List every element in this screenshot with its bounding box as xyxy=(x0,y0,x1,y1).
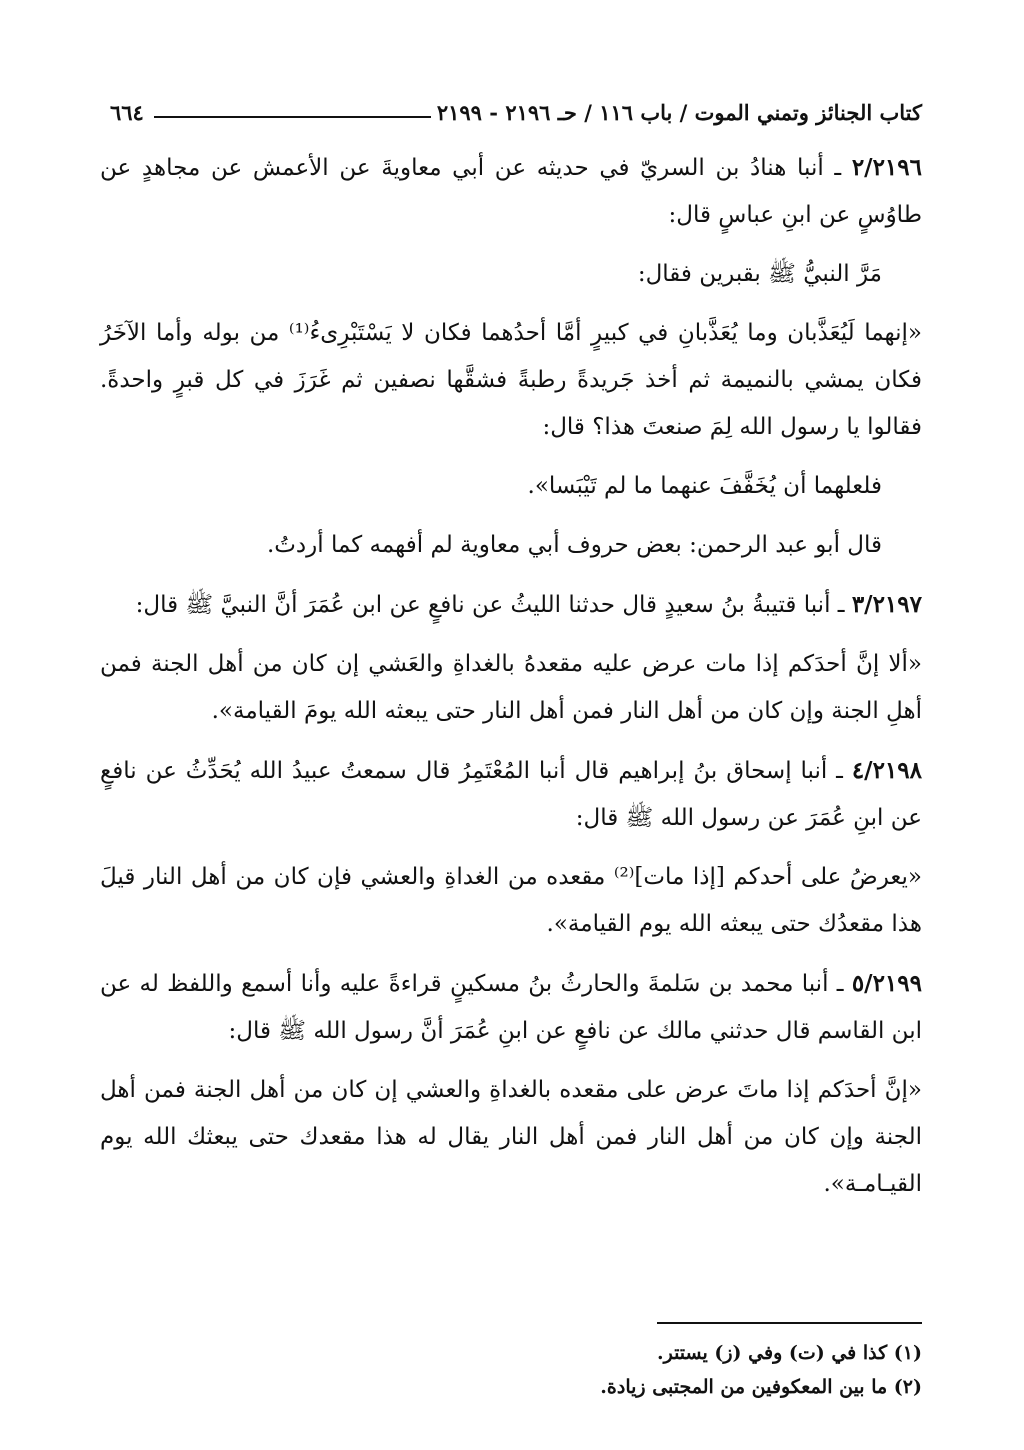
book-page xyxy=(100,92,922,1432)
hadith-2197-chain xyxy=(100,581,922,629)
paragraph-text: قال أبو عبد الرحمن: بعض حروف أبي معاوية لم أفهمه كما أردتُ. xyxy=(266,532,882,558)
header-rule xyxy=(154,116,431,118)
paragraph-text: «ألا إنَّ أحدَكم إذا مات عرض عليه مقعدهُ بالغداةِ والعَشي إن كان من أهل الجنة فمن أهلِ الجنة وإن كان من أهل النار فمن أهل النار حتى يبعثه الله يومَ القيامة». xyxy=(100,651,922,724)
hadith-2198-chain xyxy=(100,747,922,842)
running-title: كتاب الجنائز وتمني الموت / باب ١١٦ / حـ ٢١٩٦ - ٢١٩٩ xyxy=(436,99,922,125)
paragraph-text: ـ أنبا قتيبةُ بنُ سعيدٍ قال حدثنا الليثُ عن نافعٍ عن ابن عُمَرَ أنَّ النبيَّ ﷺ قال: xyxy=(135,592,852,618)
hadith-2196-intro xyxy=(100,251,922,298)
hadith-number: ٤/٢١٩٨ xyxy=(851,757,922,784)
hadith-2199-text xyxy=(100,1067,922,1208)
hadith-2196-ending xyxy=(100,463,922,510)
paragraph-text: «يعرضُ على أحدكم [إذا مات]⁽²⁾ مقعده من الغداةِ والعشي فإن كان من أهل النار قيلَ هذا مقعدُك حتى يبعثه الله يوم القيامة». xyxy=(100,864,923,937)
page-header xyxy=(100,92,922,132)
paragraph-text: «إنهما لَيُعَذَّبان وما يُعَذَّبانِ في كبيرٍ أمَّا أحدُهما فكان لا يَسْتَبْرِىءُ⁽¹⁾ من بوله وأما الآخَرُ فكان يمشي بالنميمة ثم أخذ جَريدةً رطبةً فشقَّها نصفين ثم غَرَزَ في كل قبرٍ واحدةً. فقالوا يا رسول الله لِمَ صنعتَ هذا؟ قال: xyxy=(100,320,922,440)
page-body xyxy=(100,144,922,1208)
footnote-2: (٢) ما بين المعكوفين من المجتبى زيادة. xyxy=(600,1376,922,1398)
hadith-number: ٣/٢١٩٧ xyxy=(851,591,922,618)
footnotes xyxy=(100,1322,922,1404)
paragraph-text: ـ أنبا هنادُ بن السريّ في حديثه عن أبي معاويةَ عن الأعمش عن مجاهدٍ عن طاوُسٍ عن ابنِ عباسٍ قال: xyxy=(100,155,922,228)
footnote-rule xyxy=(657,1322,922,1324)
hadith-2196-text xyxy=(100,310,922,451)
hadith-number: ٢/٢١٩٦ xyxy=(851,154,922,181)
hadith-number: ٥/٢١٩٩ xyxy=(851,970,922,997)
paragraph-text: ـ أنبا إسحاق بنُ إبراهيم قال أنبا المُعْتَمِرُ قال سمعتُ عبيدُ الله يُحَدِّثُ عن نافعٍ عن ابنِ عُمَرَ عن رسول الله ﷺ قال: xyxy=(100,758,922,831)
paragraph-text: مَرَّ النبيُّ ﷺ بقبرين فقال: xyxy=(637,261,882,287)
hadith-2199-chain xyxy=(100,960,922,1055)
hadith-2198-text xyxy=(100,854,922,948)
paragraph-text: ـ أنبا محمد بن سَلمةَ والحارثُ بنُ مسكينٍ قراءةً عليه وأنا أسمع واللفظ له عن ابن القاسم قال حدثني مالك عن نافعٍ عن ابنِ عُمَرَ أنَّ رسول الله ﷺ قال: xyxy=(100,971,922,1044)
hadith-2197-text xyxy=(100,641,922,735)
paragraph-text: فلعلهما أن يُخَفَّفَ عنهما ما لم تَيْبَسا». xyxy=(527,473,882,499)
hadith-2196-chain xyxy=(100,144,922,239)
paragraph-text: «إنَّ أحدَكم إذا ماتَ عرض على مقعده بالغداةِ والعشي إن كان من أهل الجنة فمن أهل الجنة وإن كان من أهل النار فمن أهل النار يقال له هذا مقعدك حتى يبعثك الله يوم القيـامـة». xyxy=(100,1077,922,1197)
footnote-1: (١) كذا في (ت) وفي (ز) يستتر. xyxy=(656,1342,922,1364)
author-comment xyxy=(100,522,922,569)
page-number: ٦٦٤ xyxy=(110,99,144,125)
